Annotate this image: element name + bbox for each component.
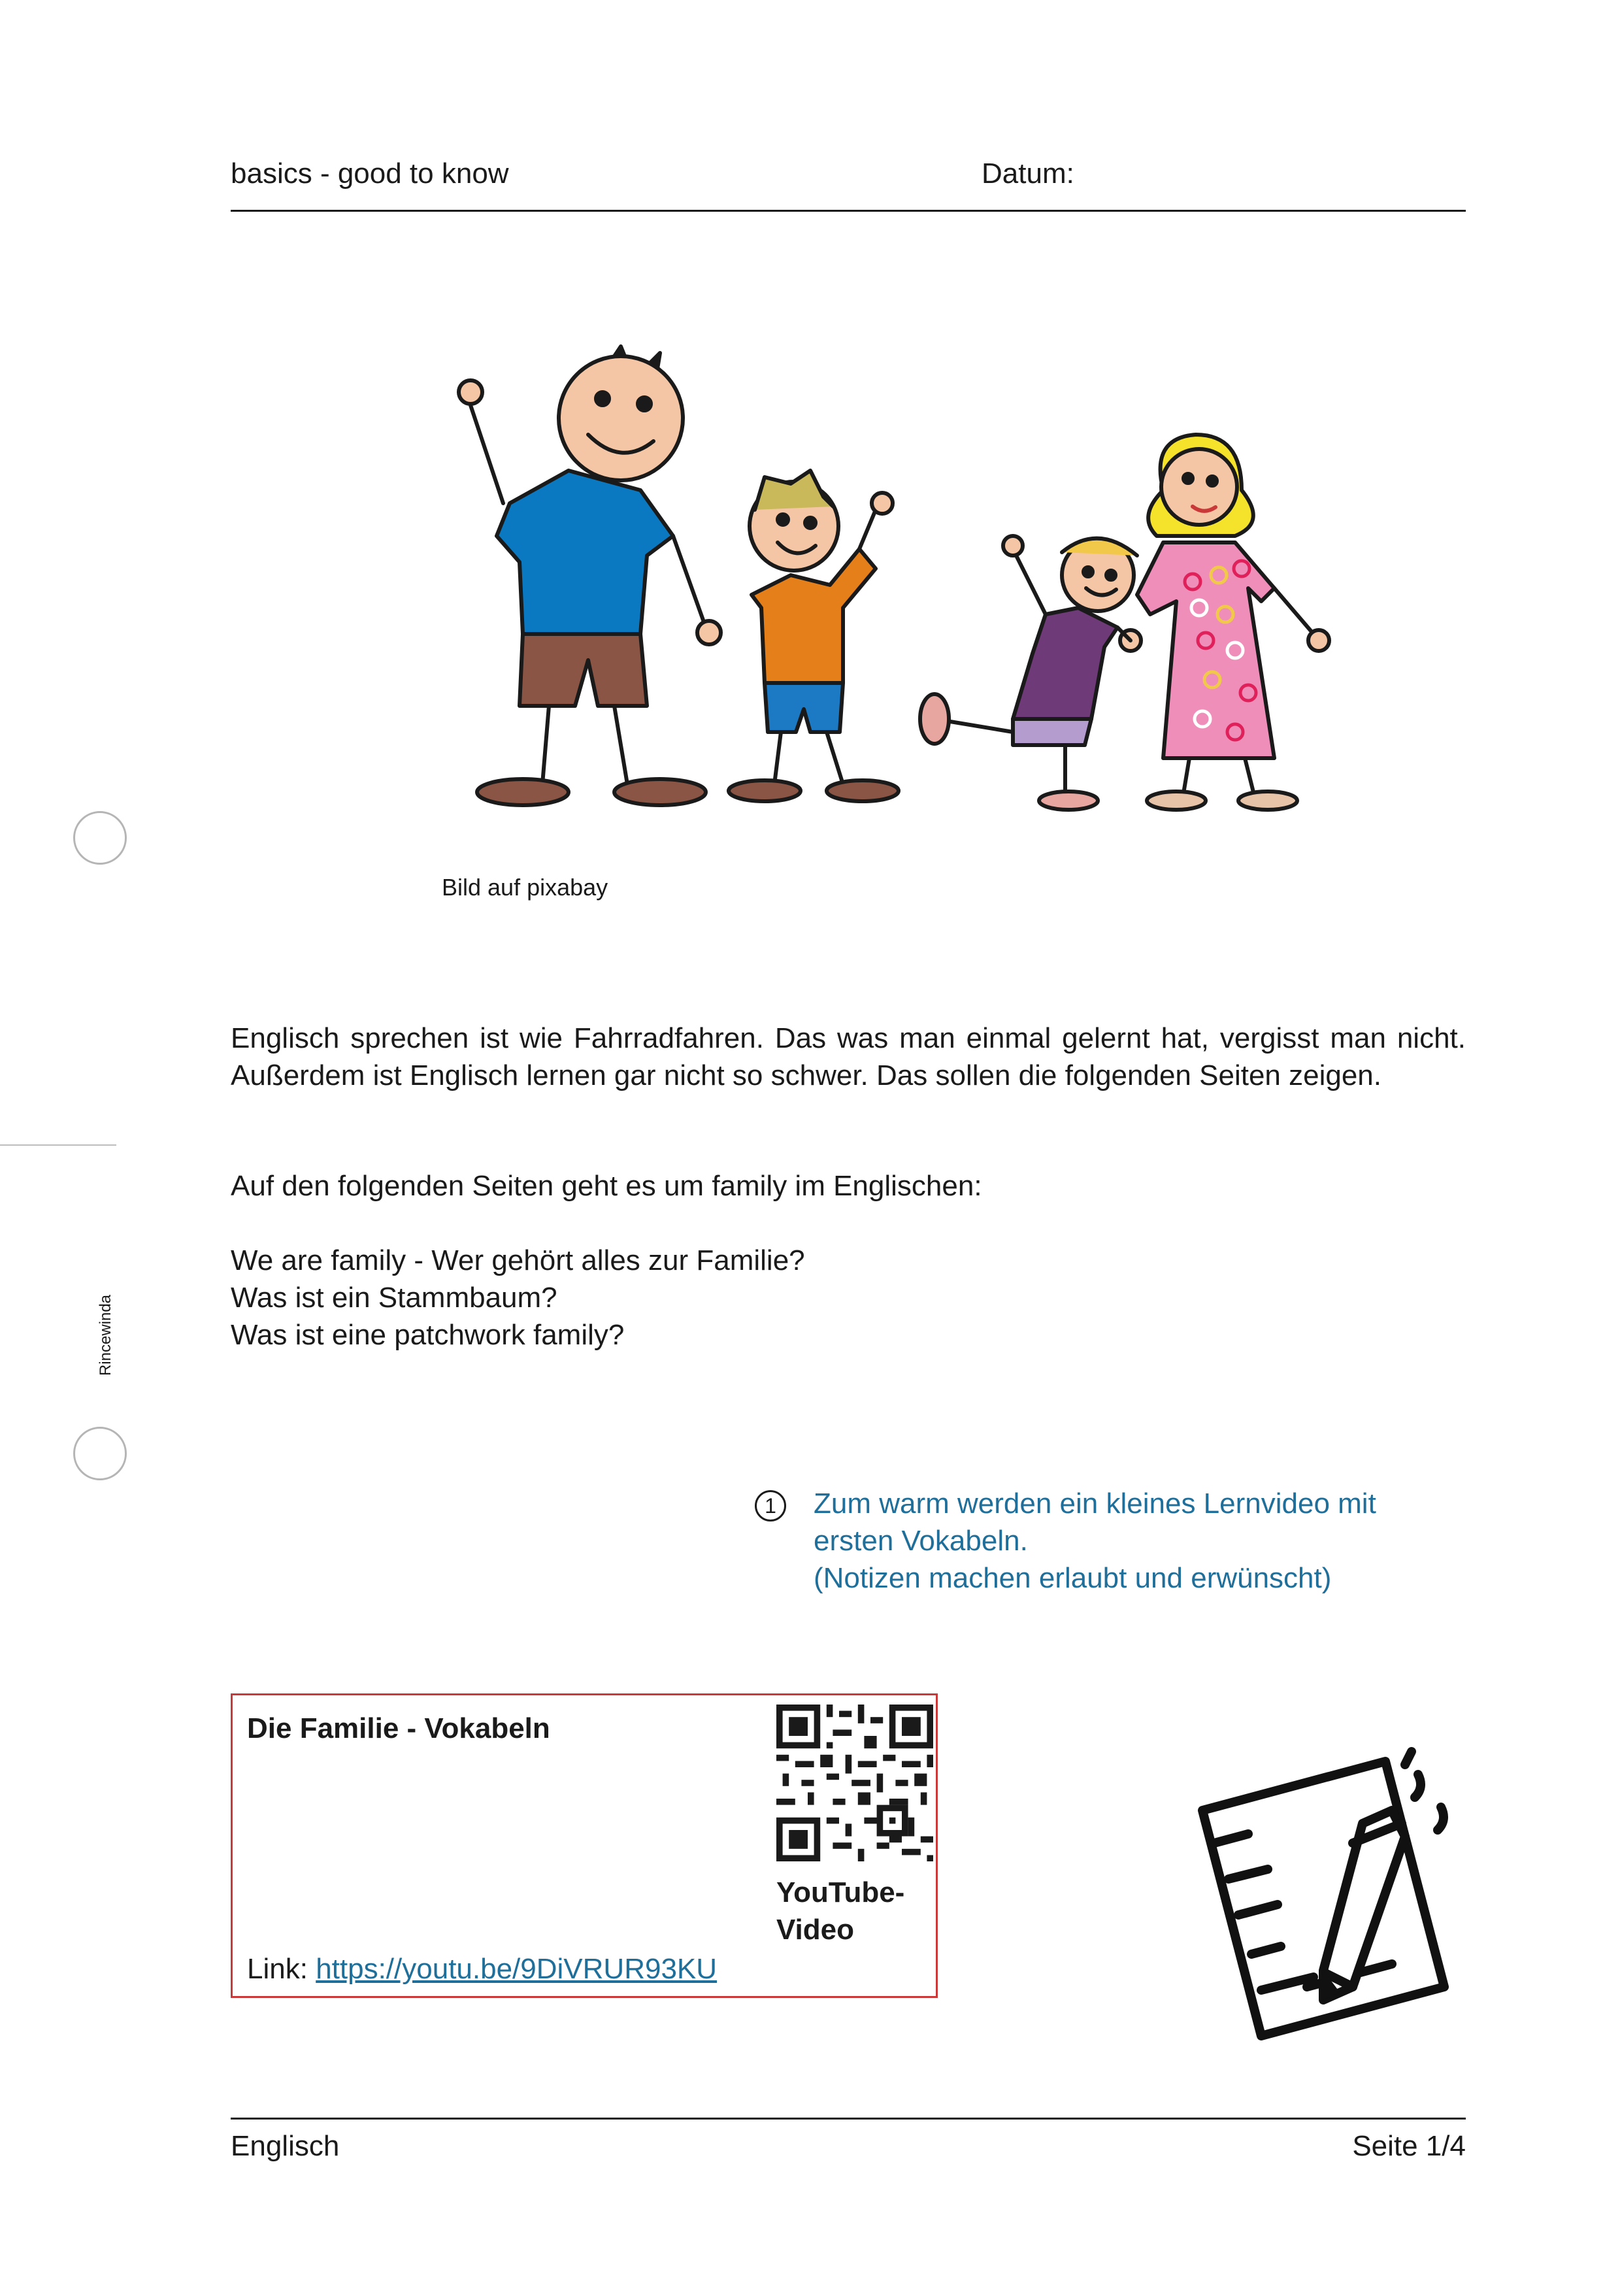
video-label-line: YouTube- <box>776 1876 905 1908</box>
topic-item: Was ist ein Stammbaum? <box>231 1282 557 1314</box>
task-line: (Notizen machen erlaubt und erwünscht) <box>814 1562 1332 1594</box>
task-number: 1 <box>755 1490 786 1522</box>
image-caption: Bild auf pixabay <box>442 874 608 901</box>
punch-hole-bottom <box>73 1427 127 1480</box>
task-line: ersten Vokabeln. <box>814 1525 1028 1557</box>
link-row <box>247 1950 717 1988</box>
footer-rule <box>231 2118 1466 2120</box>
youtube-link[interactable]: https://youtu.be/9DiVRUR93KU <box>316 1953 718 1985</box>
family-illustration <box>425 327 1385 824</box>
fold-mark <box>0 1144 116 1146</box>
link-label: Link: <box>247 1953 308 1985</box>
notepad-pencil-icon <box>1189 1725 1464 2052</box>
video-label-line: Video <box>776 1914 855 1946</box>
header-title: basics - good to know <box>231 158 509 190</box>
topic-item: Was ist eine patchwork family? <box>231 1319 625 1351</box>
date-label: Datum: <box>982 158 1074 190</box>
task-text <box>814 1485 1376 1597</box>
header-rule <box>231 210 1466 212</box>
topic-item: We are family - Wer gehört alles zur Familie? <box>231 1244 805 1276</box>
vocab-box <box>231 1693 938 1998</box>
footer-page: Seite 1/4 <box>1352 2130 1466 2162</box>
side-label: Rincewinda <box>97 1294 114 1376</box>
topics-list <box>231 1242 805 1354</box>
punch-hole-top <box>73 811 127 865</box>
qr-code[interactable] <box>776 1705 933 1861</box>
video-label <box>776 1874 904 1948</box>
topics-intro: Auf den folgenden Seiten geht es um family im Englischen: <box>231 1170 982 1202</box>
task-line: Zum warm werden ein kleines Lernvideo mit <box>814 1488 1376 1520</box>
intro-paragraph: Englisch sprechen ist wie Fahrradfahren. Das was man einmal gelernt hat, vergisst man nicht. Außerdem ist Englisch lernen gar nicht so schwer. Das sollen die folgenden Seiten zeigen. <box>231 1022 1466 1091</box>
vocab-box-title: Die Familie - Vokabeln <box>247 1712 550 1744</box>
footer-subject: Englisch <box>231 2130 340 2162</box>
